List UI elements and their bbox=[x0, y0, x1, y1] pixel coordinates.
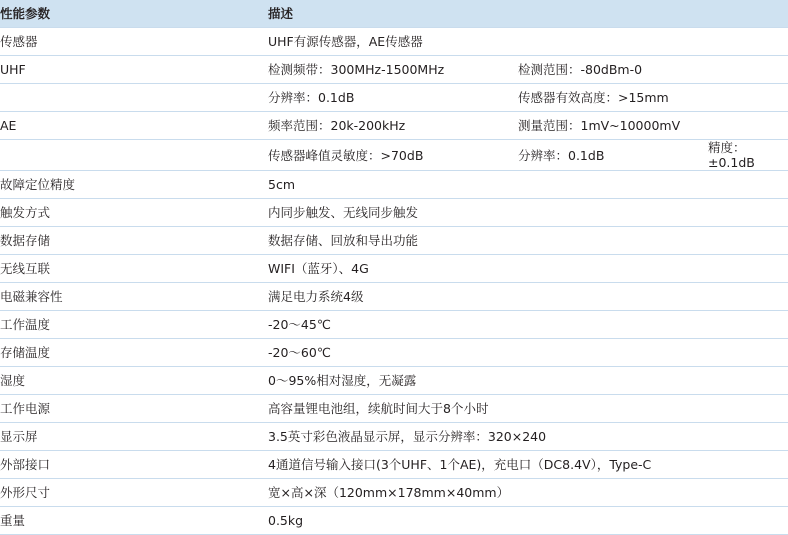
row-value-c: 精度：±0.1dB bbox=[708, 140, 788, 171]
row-value: UHF有源传感器，AE传感器 bbox=[268, 28, 788, 56]
table-row bbox=[0, 227, 788, 255]
row-value: 0～95%相对湿度，无凝露 bbox=[268, 367, 788, 395]
row-label: 重量 bbox=[0, 507, 268, 535]
row-label bbox=[0, 140, 268, 171]
row-label bbox=[0, 84, 268, 112]
row-value-a: 检测频带：300MHz-1500MHz bbox=[268, 56, 518, 84]
table-row bbox=[0, 28, 788, 56]
table-row bbox=[0, 479, 788, 507]
table-row bbox=[0, 339, 788, 367]
row-label: 数据存储 bbox=[0, 227, 268, 255]
row-value-a: 传感器峰值灵敏度：>70dB bbox=[268, 140, 518, 171]
row-value: 宽×高×深（120mm×178mm×40mm） bbox=[268, 479, 788, 507]
table-row bbox=[0, 283, 788, 311]
row-label: UHF bbox=[0, 56, 268, 84]
table-row bbox=[0, 84, 788, 112]
row-label: 故障定位精度 bbox=[0, 171, 268, 199]
row-value-b: 测量范围：1mV~10000mV bbox=[518, 112, 788, 140]
table-row bbox=[0, 507, 788, 535]
row-value: -20～45℃ bbox=[268, 311, 788, 339]
row-value-b: 检测范围：-80dBm-0 bbox=[518, 56, 788, 84]
table-row bbox=[0, 255, 788, 283]
row-value: 内同步触发、无线同步触发 bbox=[268, 199, 788, 227]
row-label: 无线互联 bbox=[0, 255, 268, 283]
row-value: 4通道信号输入接口(3个UHF、1个AE)，充电口（DC8.4V），Type-C bbox=[268, 451, 788, 479]
table-row bbox=[0, 171, 788, 199]
row-label: 工作电源 bbox=[0, 395, 268, 423]
row-label: AE bbox=[0, 112, 268, 140]
row-label: 外部接口 bbox=[0, 451, 268, 479]
row-value-a: 分辨率：0.1dB bbox=[268, 84, 518, 112]
row-value: -20～60℃ bbox=[268, 339, 788, 367]
row-label: 存储温度 bbox=[0, 339, 268, 367]
header-cell-description: 描述 bbox=[268, 0, 788, 28]
table-row bbox=[0, 311, 788, 339]
row-value: 3.5英寸彩色液晶显示屏，显示分辨率：320×240 bbox=[268, 423, 788, 451]
row-value: 满足电力系统4级 bbox=[268, 283, 788, 311]
table-row bbox=[0, 395, 788, 423]
table-row bbox=[0, 367, 788, 395]
row-value-b: 分辨率：0.1dB bbox=[518, 140, 708, 171]
table-row bbox=[0, 451, 788, 479]
table-row bbox=[0, 56, 788, 84]
row-label: 电磁兼容性 bbox=[0, 283, 268, 311]
row-value: 数据存储、回放和导出功能 bbox=[268, 227, 788, 255]
row-label: 传感器 bbox=[0, 28, 268, 56]
row-label: 湿度 bbox=[0, 367, 268, 395]
row-label: 外形尺寸 bbox=[0, 479, 268, 507]
row-label: 触发方式 bbox=[0, 199, 268, 227]
row-label: 工作温度 bbox=[0, 311, 268, 339]
table-row bbox=[0, 199, 788, 227]
row-value: 0.5kg bbox=[268, 507, 788, 535]
row-value-b: 传感器有效高度：>15mm bbox=[518, 84, 788, 112]
row-label: 显示屏 bbox=[0, 423, 268, 451]
table-row bbox=[0, 140, 788, 171]
row-value: WIFI（蓝牙）、4G bbox=[268, 255, 788, 283]
header-cell-parameter: 性能参数 bbox=[0, 0, 268, 28]
row-value: 高容量锂电池组，续航时间大于8个小时 bbox=[268, 395, 788, 423]
table-row bbox=[0, 112, 788, 140]
row-value-a: 频率范围：20k-200kHz bbox=[268, 112, 518, 140]
table-header-row bbox=[0, 0, 788, 28]
table-row bbox=[0, 423, 788, 451]
row-value: 5cm bbox=[268, 171, 788, 199]
